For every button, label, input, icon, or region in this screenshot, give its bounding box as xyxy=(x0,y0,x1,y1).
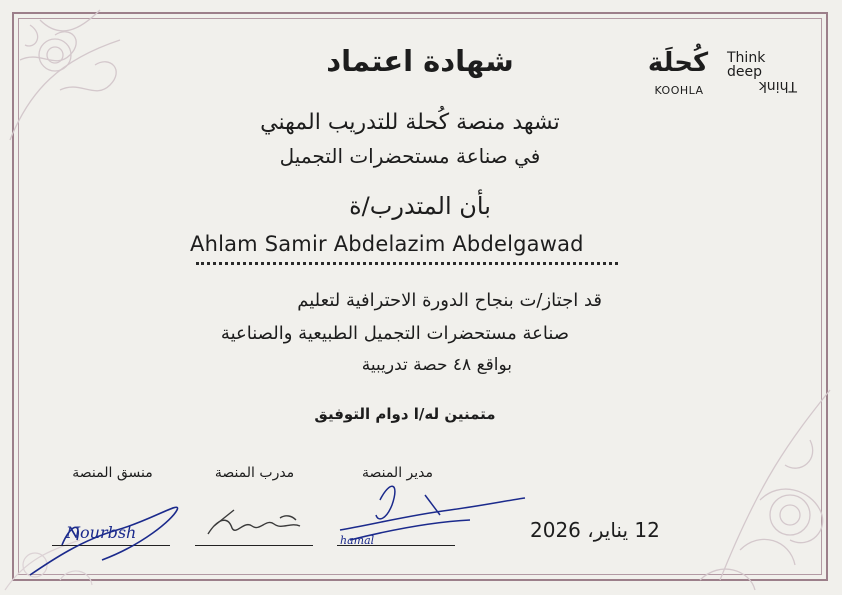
issue-date: 12 يناير، 2026 xyxy=(530,518,660,542)
trainer-signature xyxy=(200,498,320,543)
floral-ornament-top-left-icon xyxy=(0,0,170,150)
trainee-name: Ahlam Samir Abdelazim Abdelgawad xyxy=(190,232,584,256)
director-signature-text: hamal xyxy=(340,534,375,547)
course-completion-text: قد اجتاز/ت بنجاح الدورة الاحترافية لتعليم xyxy=(297,290,602,311)
koohla-logo-latin: KOOHLA xyxy=(654,84,704,97)
think-flipped-text: Think xyxy=(758,78,797,94)
trainee-intro: بأن المتدرب/ة xyxy=(349,192,491,220)
issuer-statement: تشهد منصة كُحلة للتدريب المهني xyxy=(260,110,560,135)
field-statement: في صناعة مستحضرات التجميل xyxy=(279,144,541,168)
name-dotted-line xyxy=(196,262,618,265)
course-sessions-text: بواقع ٤٨ حصة تدريبية xyxy=(361,355,512,375)
think-text: Think xyxy=(727,50,766,66)
koohla-logo-arabic: كُحلَة xyxy=(647,48,709,78)
deep-text: deep xyxy=(727,64,762,80)
think-deep-logo xyxy=(727,51,797,93)
coordinator-label: منسق المنصة xyxy=(72,465,153,481)
trainer-label: مدرب المنصة xyxy=(214,465,295,481)
certificate-title: شهادة اعتماد xyxy=(326,44,514,78)
well-wishes-text: متمنين له/ا دوام التوفيق xyxy=(314,405,496,423)
coordinator-signature-text: Nourbsh xyxy=(66,523,137,542)
floral-ornament-bottom-right-icon xyxy=(640,380,842,595)
coordinator-signature xyxy=(22,490,192,585)
director-label: مدير المنصة xyxy=(361,465,434,481)
course-subject-text: صناعة مستحضرات التجميل الطبيعية والصناعية xyxy=(220,323,570,344)
trainer-signature-line xyxy=(195,545,313,546)
director-signature xyxy=(330,470,530,550)
